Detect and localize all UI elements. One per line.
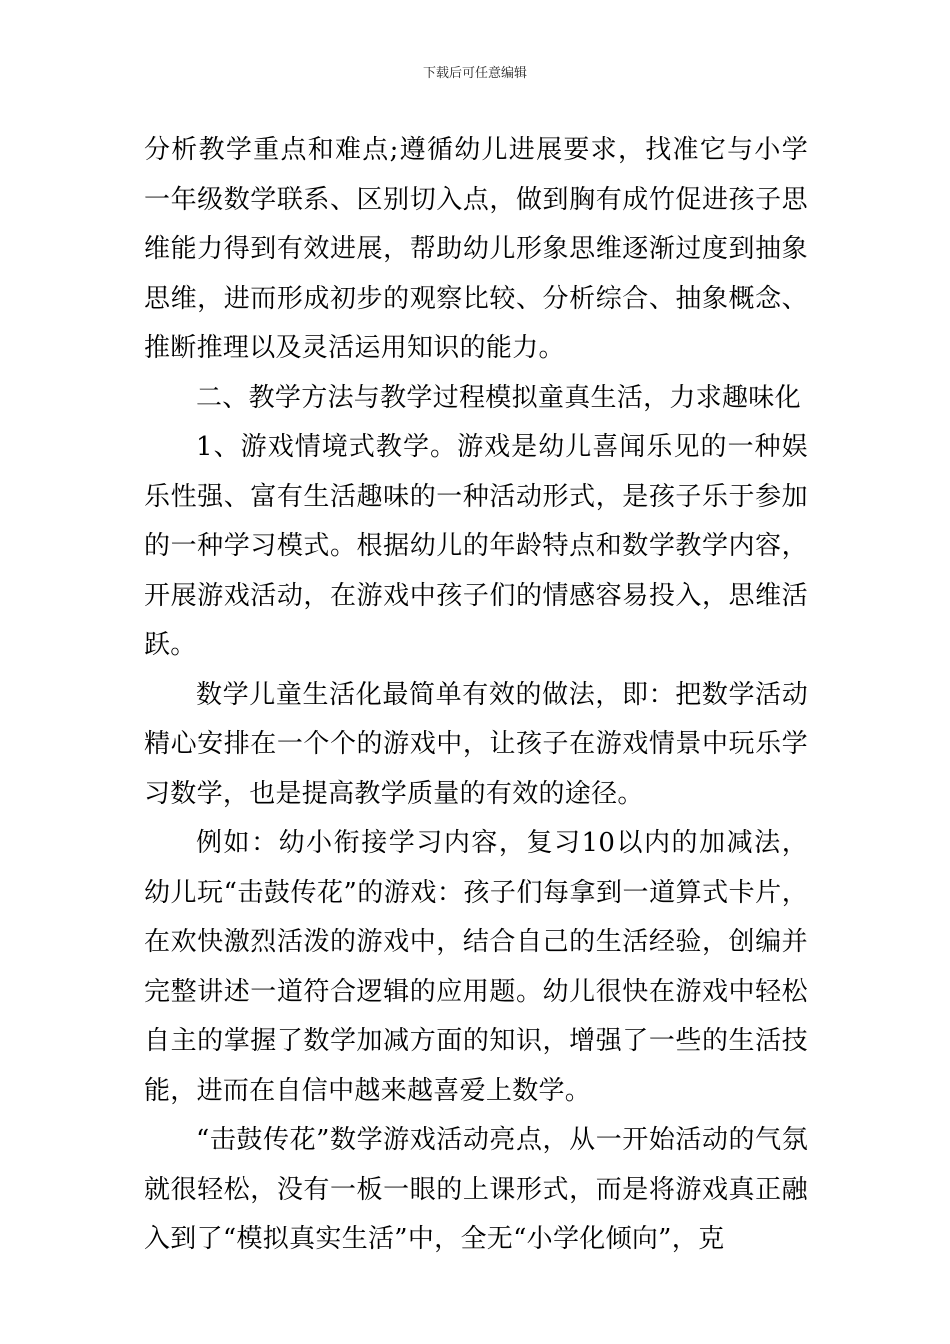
paragraph-1: 分析教学重点和难点;遵循幼儿进展要求，找准它与小学一年级数学联系、区别切入点，做到胸有成竹促进孩子思维能力得到有效进展，帮助幼儿形象思维逐渐过度到抽象思维，进而形成初步的观察比较、分析综合、抽象概念、推断推理以及灵活运用知识的能力。 <box>144 135 808 363</box>
paragraph-2-section-heading: 二、教学方法与教学过程模拟童真生活，力求趣味化 <box>196 382 801 413</box>
page-header-note: 下载后可任意编辑 <box>422 66 527 81</box>
paragraph-3: 1、游戏情境式教学。游戏是幼儿喜闻乐见的一种娱乐性强、富有生活趣味的一种活动形式，是孩子乐于参加的一种学习模式。根据幼儿的年龄特点和数学教学内容，开展游戏活动，在游戏中孩子们的情感容易投入，思维活跃。 <box>144 432 808 660</box>
paragraph-6: “击鼓传花”数学游戏活动亮点，从一开始活动的气氛就很轻松，没有一板一眼的上课形式，而是将游戏真正融入到了“模拟真实生活”中，全无“小学化倾向”，克 <box>144 1125 808 1254</box>
paragraph-4: 数学儿童生活化最简单有效的做法，即：把数学活动精心安排在一个个的游戏中，让孩子在游戏情景中玩乐学习数学，也是提高教学质量的有效的途径。 <box>144 679 808 809</box>
paragraph-5: 例如：幼小衔接学习内容，复习10以内的加减法，幼儿玩“击鼓传花”的游戏：孩子们每拿到一道算式卡片，在欢快激烈活泼的游戏中，结合自己的生活经验，创编并完整讲述一道符合逻辑的应用题。幼儿很快在游戏中轻松自主的掌握了数学加减方面的知识，增强了一些的生活技能，进而在自信中越来越喜爱上数学。 <box>144 828 808 1106</box>
document-body <box>144 126 808 1265</box>
